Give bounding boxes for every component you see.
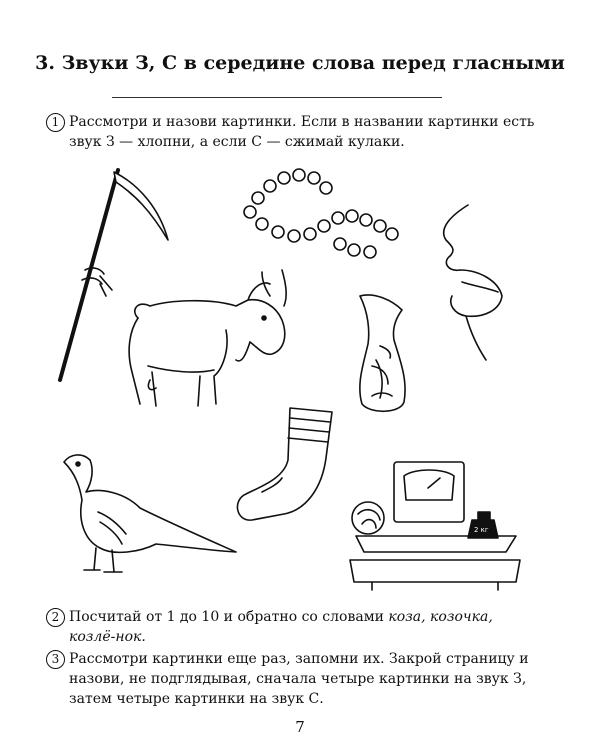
task-2 — [47, 607, 537, 647]
task-1-text: Рассмотри и назови картинки. Если в названии картинки есть звук З — хлопни, а если С — сжимай кулаки. — [69, 114, 535, 150]
goat-icon — [129, 270, 286, 406]
page-number: 7 — [295, 718, 305, 736]
section-title: 3. Звуки З, С в середине слова перед гласными — [35, 52, 565, 74]
sock-icon — [237, 408, 332, 520]
beads-icon — [244, 169, 398, 258]
task-2-text: Посчитай от 1 до 10 и обратно со словами коза, козочка, козлё-нок. — [69, 609, 493, 645]
task-number-1: 1 — [46, 113, 65, 132]
vase-icon — [360, 295, 405, 411]
task-number-3: 3 — [46, 650, 65, 669]
task-number-2: 2 — [46, 608, 65, 627]
task-3-text: Рассмотри картинки еще раз, запомни их. Закрой страницу и назови, не подглядывая, сначала четыре картинки на звук З, затем четыре картинки на звук С. — [69, 651, 529, 707]
task-3 — [47, 649, 537, 709]
pheasant-icon — [64, 455, 236, 572]
tongue-icon — [444, 205, 502, 360]
scales-icon — [350, 462, 520, 590]
scythe-icon — [60, 170, 168, 380]
weight-label: 2 кг — [474, 526, 489, 534]
